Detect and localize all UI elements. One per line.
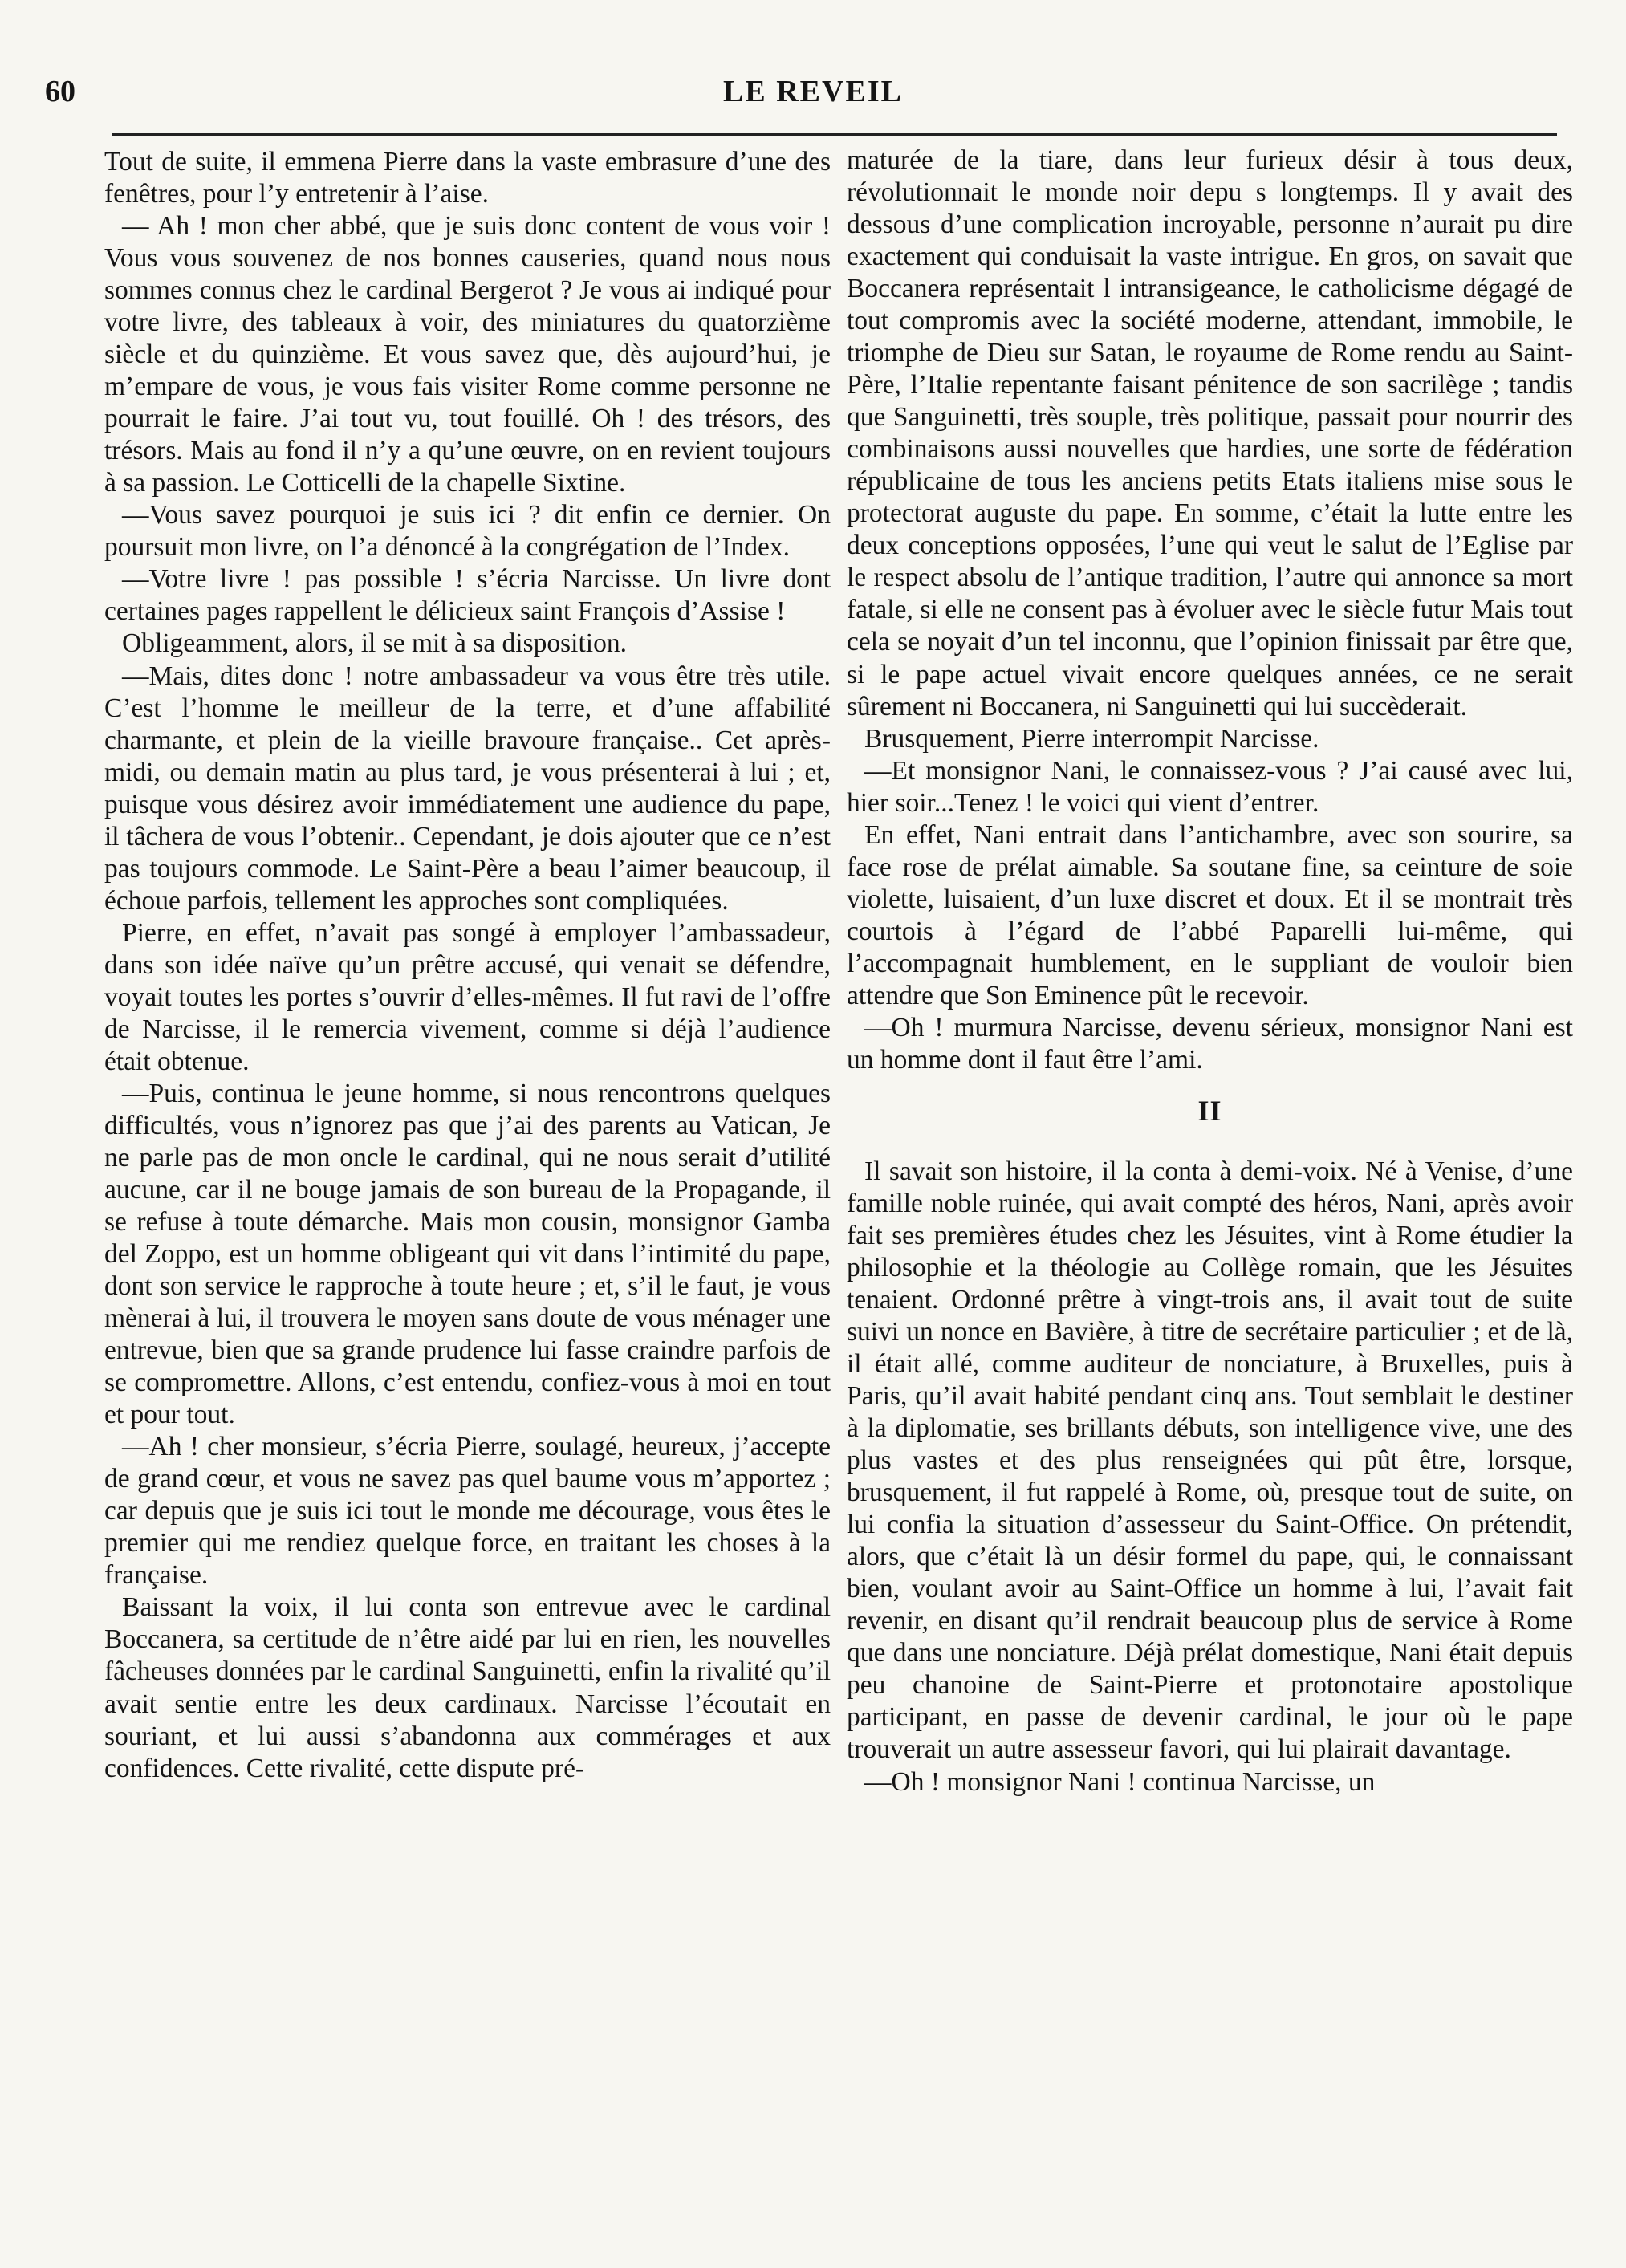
paragraph: Baissant la voix, il lui conta son entrevue avec le cardinal Boccanera, sa certitude de n’être aidé par lui en rien, les nouvelles fâcheuses données par le cardinal Sanguinetti, enfin la rivalité qu’il avait sentie entre les deux cardinaux. Narcisse l’écoutait en souriant, et lui aussi s’abandonna aux commérages et aux confidences. Cette rivalité, cette dispute pré-: [104, 1592, 831, 1783]
paragraph: —Ah ! cher monsieur, s’écria Pierre, soulagé, heureux, j’accepte de grand cœur, et vous ne savez pas quel baume vous m’apportez ; car depuis que je suis ici tout le monde me décourage, vous êtes le premier qui me rendiez quelque force, en traitant les choses à la française.: [104, 1432, 831, 1591]
paragraph: Obligeamment, alors, il se mit à sa disposition.: [122, 628, 627, 659]
left-column: [104, 146, 831, 1785]
paragraph: Tout de suite, il emmena Pierre dans la vaste embrasure d’une des fenêtres, pour l’y entretenir à l’aise.: [104, 147, 831, 209]
section-heading: II: [1197, 1094, 1222, 1127]
paragraph: —Votre livre ! pas possible ! s’écria Narcisse. Un livre dont certaines pages rappellent le délicieux saint François d’Assise !: [104, 564, 831, 627]
page-number: 60: [45, 75, 75, 108]
paragraph: —Oh ! murmura Narcisse, devenu sérieux, monsignor Nani est un homme dont il faut être l’ami.: [847, 1012, 1573, 1075]
paragraph: —Mais, dites donc ! notre ambassadeur va vous être très utile. C’est l’homme le meilleur de la terre, et d’une affabilité charmante, et plein de la vieille bravoure française.. Cet après-midi, ou demain matin au plus tard, je vous présenterai à lui ; et, puisque vous désirez avoir immédiatement une audience du pape, il tâchera de vous l’obtenir.. Cependant, je dois ajouter que ce n’est pas toujours commode. Le Saint-Père a beau l’aimer beaucoup, il échoue parfois, tellement les approches sont compliquées.: [104, 660, 831, 916]
paragraph: —Et monsignor Nani, le connaissez-vous ? J’ai causé avec lui, hier soir...Tenez ! le voici qui vient d’entrer.: [847, 755, 1573, 818]
paragraph: En effet, Nani entrait dans l’antichambre, avec son sourire, sa face rose de prélat aimable. Sa soutane fine, sa ceinture de soie violette, luisaient, d’un luxe discret et doux. Et il se montrait très courtois à l’égard de l’abbé Paparelli lui-même, qui l’accompagnait humblement, en le suppliant de vouloir bien attendre que Son Eminence pût le recevoir.: [847, 819, 1573, 1010]
running-title: LE REVEIL: [723, 75, 903, 108]
paragraph: —Puis, continua le jeune homme, si nous rencontrons quelques difficultés, vous n’ignorez pas que j’ai des parents au Vatican, Je ne parle pas de mon oncle le cardinal, qui ne nous serait d’utilité aucune, car il ne bouge jamais de son bureau de la Propagande, il se refuse à toute démarche. Mais mon cousin, monsignor Gamba del Zoppo, est un homme obligeant qui vit dans l’intimité du pape, dont son service le rapproche à toute heure ; et, s’il le faut, je vous mènerai à lui, il trouvera le moyen sans doute de vous ménager une entrevue, bien que sa grande prudence lui fasse craindre parfois de se compromettre. Allons, c’est entendu, confiez-vous à moi en tout et pour tout.: [104, 1078, 831, 1430]
paragraph: Pierre, en effet, n’avait pas songé à employer l’ambassadeur, dans son idée naïve qu’un prêtre accusé, qui venait se défendre, voyait toutes les portes s’ouvrir d’elles-mêmes. Il fut ravi de l’offre de Narcisse, il le remercia vivement, comme si déjà l’audience était obtenue.: [104, 917, 831, 1076]
paragraph: maturée de la tiare, dans leur furieux désir à tous deux, révolutionnait le monde noir depu s longtemps. Il y avait des dessous d’une complication incroyable, personne n’aurait pu dire exactement qui conduisait la vaste intrigue. En gros, on savait que Boccanera représentait l intransigeance, le catholicisme dégagé de tout compromis avec la société moderne, attendant, immobile, le triomphe de Dieu sur Satan, le royaume de Rome rendu au Saint-Père, l’Italie repentante faisant pénitence de son sacrilège ; tandis que Sanguinetti, très souple, très politique, passait pour nourrir des combinaisons aussi nouvelles que hardies, une sorte de fédération républicaine de tous les anciens petits Etats italiens mise sous le protectorat auguste du pape. En somme, c’était la lutte entre les deux conceptions opposées, l’une qui veut le salut de l’Eglise par le respect absolu de l’antique tradition, l’autre qui annonce sa mort fatale, si elle ne consent pas à évoluer avec le siècle futur Mais tout cela se noyait d’un tel inconnu, que l’opinion finissait par être que, si le pape actuel vivait encore quelques années, ce ne serait sûrement ni Boccanera, ni Sanguinetti qui lui succèderait.: [847, 145, 1573, 721]
header-rule: [112, 133, 1557, 136]
paragraph: Il savait son histoire, il la conta à demi-voix. Né à Venise, d’une famille noble ruinée, qui avait compté des héros, Nani, après avoir fait ses premières études chez les Jésuites, vint à Rome étudier la philosophie et la théologie au Collège romain, que les Jésuites tenaient. Ordonné prêtre à vingt-trois ans, il avait tout de suite suivi un nonce en Bavière, à titre de secrétaire particulier ; et de là, il était allé, comme auditeur de nonciature, à Bruxelles, puis à Paris, qu’il avait habité pendant cinq ans. Tout semblait le destiner à la diplomatie, ses brillants débuts, son intelligence vive, une des plus vastes et des plus renseignées qui pût être, lorsque, brusquement, il fut rappelé à Rome, où, presque tout de suite, on lui confia la situation d’assesseur du Saint-Office. On prétendit, alors, que c’était là un désir formel du pape, qui, le connaissant bien, voulant avoir au Saint-Office un homme à lui, l’avait fait revenir, en disant qu’il rendrait beaucoup plus de service à Rome que dans une nonciature. Déjà prélat domestique, Nani était depuis peu chanoine de Saint-Pierre et protonotaire apostolique participant, en passe de devenir cardinal, le jour où le pape trouverait un autre assesseur favori, qui lui plairait davantage.: [847, 1156, 1573, 1765]
paragraph: Brusquement, Pierre interrompit Narcisse.: [864, 723, 1319, 754]
right-column: [847, 144, 1573, 1799]
paragraph: — Ah ! mon cher abbé, que je suis donc content de vous voir ! Vous vous souvenez de nos bonnes causeries, quand nous nous sommes connus chez le cardinal Bergerot ? Je vous ai indiqué pour votre livre, des tableaux à voir, des miniatures du quatorzième siècle et du quinzième. Et vous savez que, dès aujourd’hui, je m’empare de vous, je vous fais visiter Rome comme personne ne pourrait le faire. J’ai tout vu, tout fouillé. Oh ! des trésors, des trésors. Mais au fond il n’y a qu’une œuvre, on en revient toujours à sa passion. Le Cotticelli de la chapelle Sixtine.: [104, 211, 831, 498]
paragraph: —Oh ! monsignor Nani ! continua Narcisse, un: [864, 1766, 1376, 1797]
paragraph: —Vous savez pourquoi je suis ici ? dit enfin ce dernier. On poursuit mon livre, on l’a dénoncé à la congrégation de l’Index.: [104, 500, 831, 563]
